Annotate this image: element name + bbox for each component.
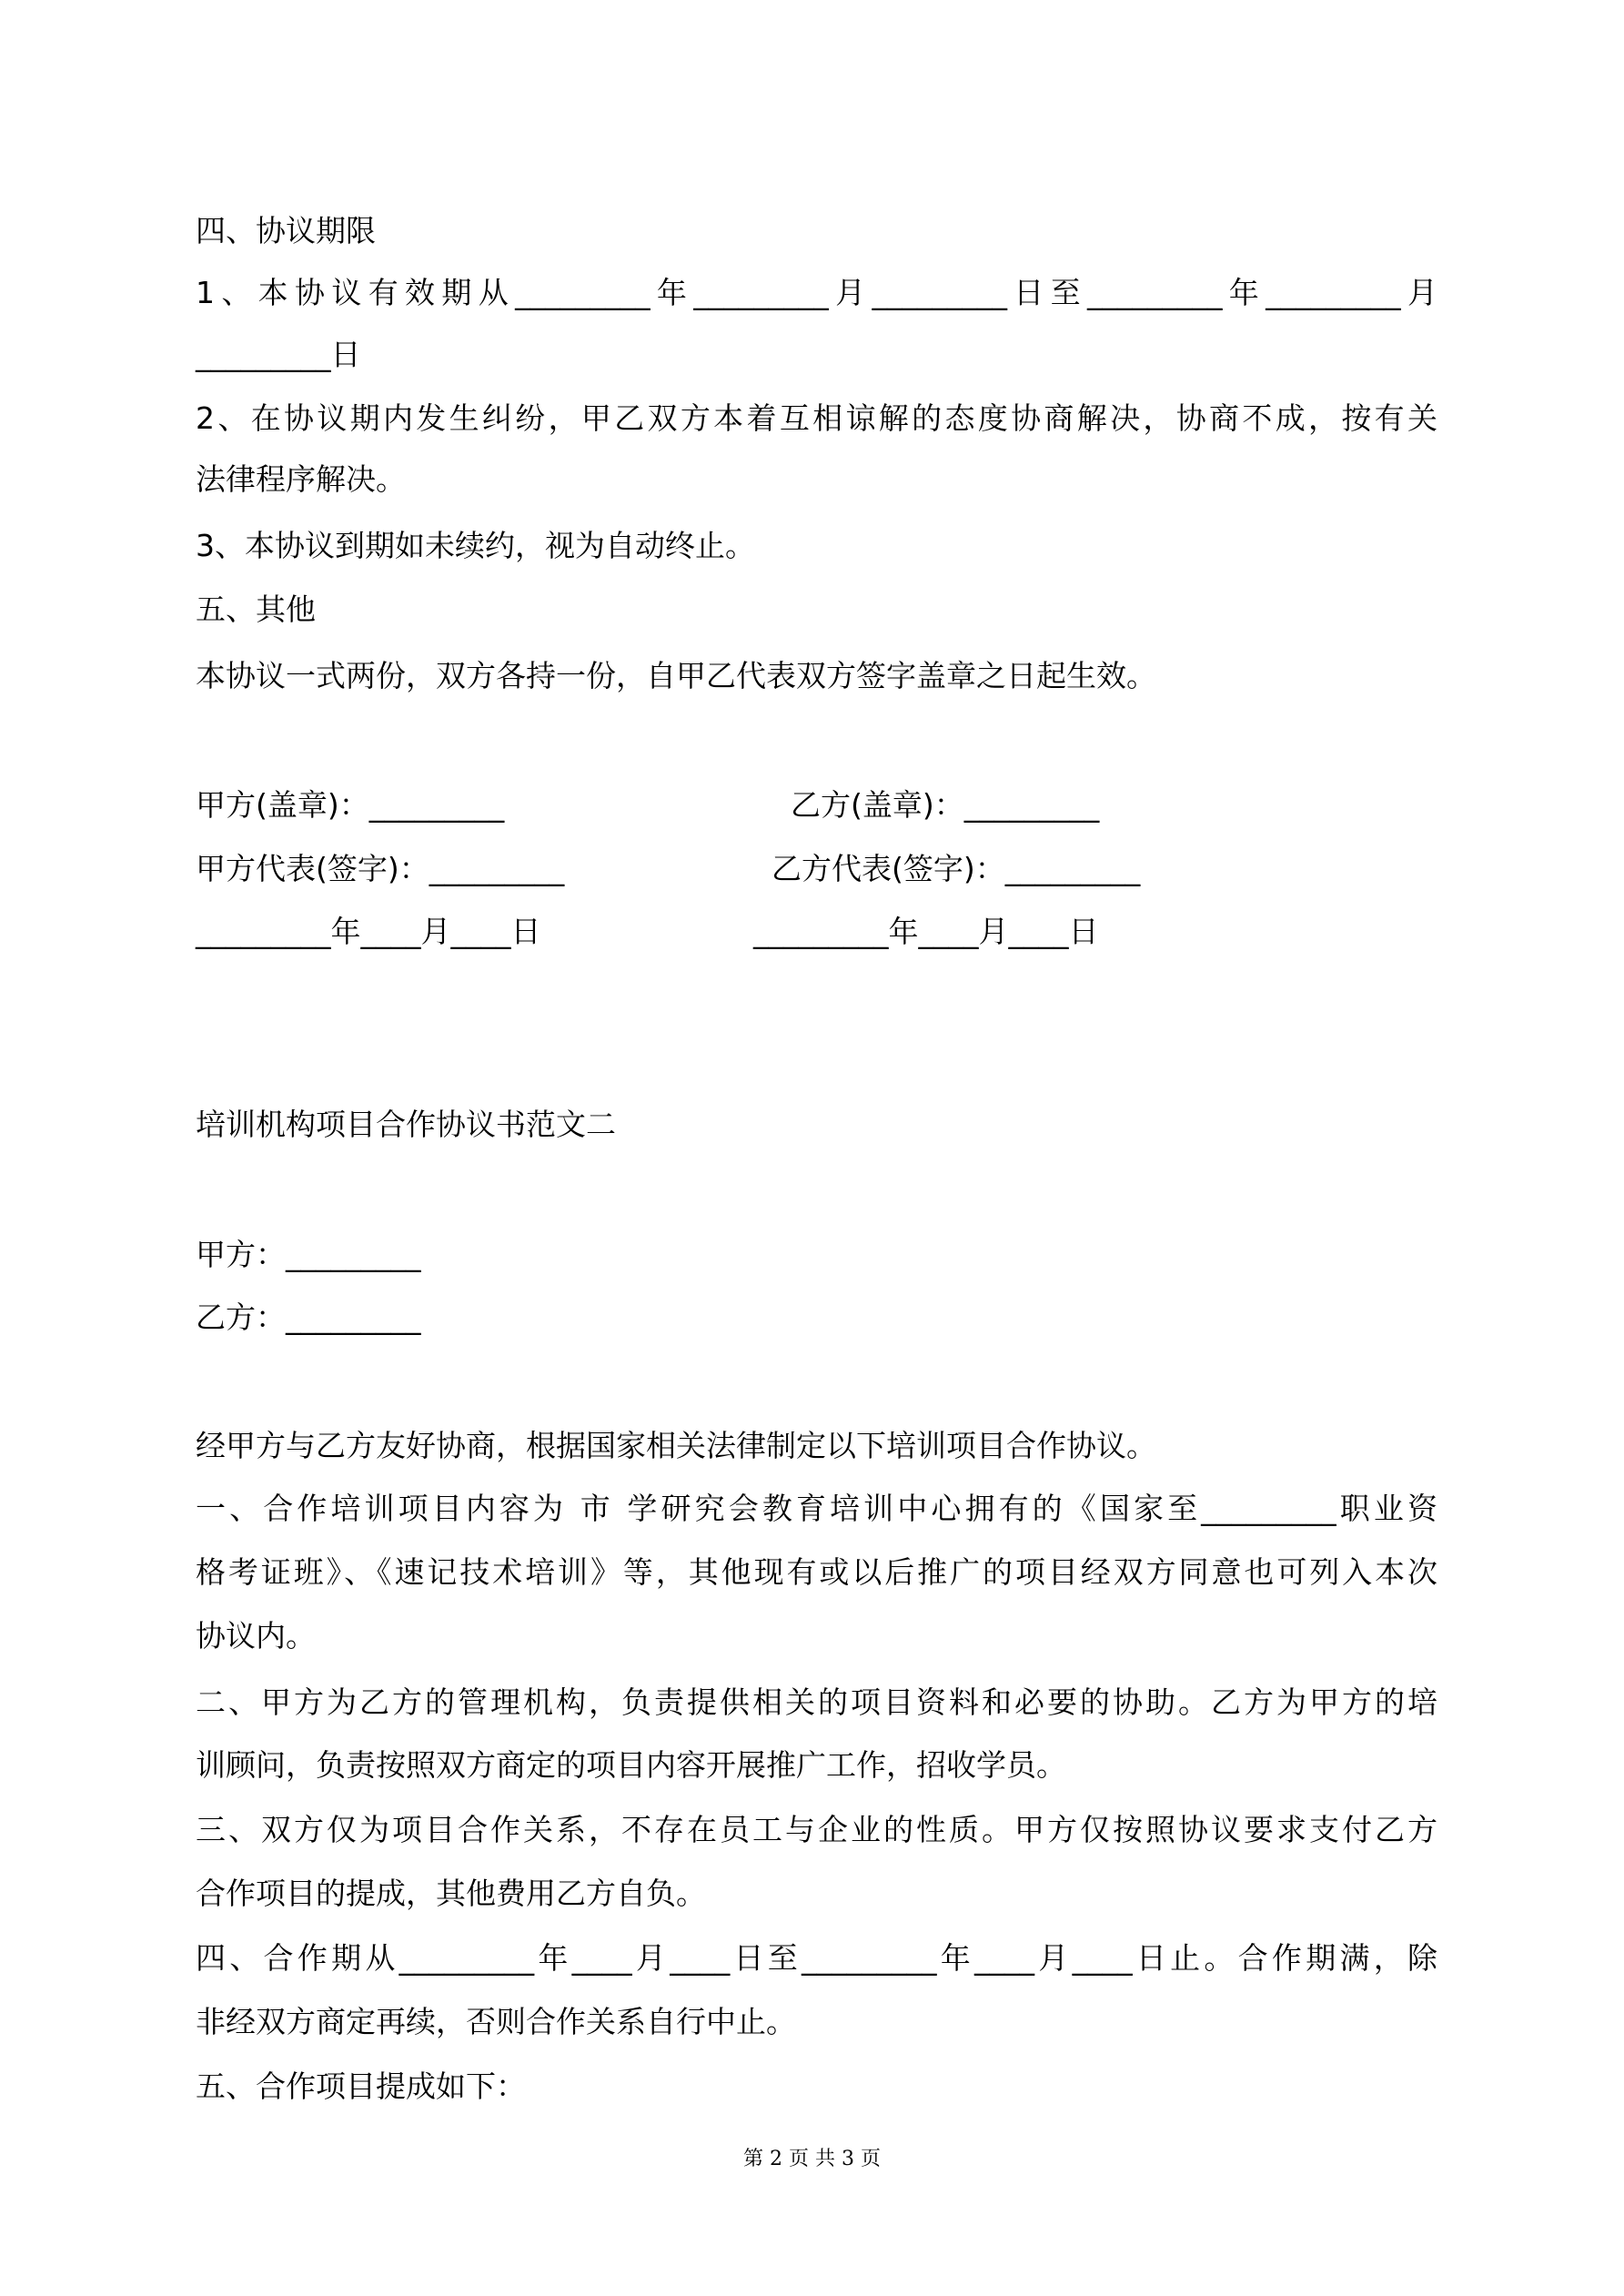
paragraph-line: 本协议一式两份，双方各持一份，自甲乙代表双方签字盖章之日起生效。 — [196, 658, 1156, 693]
party-b-rep: 乙方代表(签字)：_________ — [772, 851, 1141, 886]
section-heading: 四、协议期限 — [196, 213, 376, 248]
party-b-field: 乙方：_________ — [196, 1300, 421, 1335]
party-a-rep: 甲方代表(签字)：_________ — [196, 851, 565, 886]
paragraph-line: 3、本协议到期如未续约，视为自动终止。 — [196, 528, 755, 563]
paragraph-line: 非经双方商定再续，否则合作关系自行中止。 — [196, 2004, 796, 2039]
paragraph-line: _________日 — [196, 337, 361, 372]
page-footer: 第 2 页 共 3 页 — [743, 2148, 881, 2170]
paragraph-line: 经甲方与乙方友好协商，根据国家相关法律制定以下培训项目合作协议。 — [196, 1428, 1156, 1463]
paragraph-line: 协议内。 — [196, 1618, 316, 1654]
paragraph-line: 2、在协议期内发生纠纷，甲乙双方本着互相谅解的态度协商解决，协商不成，按有关 — [196, 400, 1437, 436]
party-a-seal: 甲方(盖章)：_________ — [196, 787, 505, 823]
party-a-field: 甲方：_________ — [196, 1237, 421, 1272]
paragraph-line: 合作项目的提成，其他费用乙方自负。 — [196, 1876, 706, 1911]
paragraph-line: 法律程序解决。 — [196, 461, 406, 497]
paragraph-line: 四、合作期从_________年____月____日至_________年____月____日止。合作期满，除 — [196, 1940, 1437, 1976]
paragraph-line: 格考证班》、《速记技术培训》等，其他现有或以后推广的项目经双方同意也可列入本次 — [196, 1554, 1437, 1590]
section-heading: 五、合作项目提成如下： — [196, 2068, 526, 2104]
paragraph-line: 一、合作培训项目内容为 市 学研究会教育培训中心拥有的《国家至_________职业资 — [196, 1491, 1437, 1526]
paragraph-line: 三、双方仅为项目合作关系，不存在员工与企业的性质。甲方仅按照协议要求支付乙方 — [196, 1812, 1437, 1847]
party-b-seal: 乙方(盖章)：_________ — [791, 787, 1100, 823]
party-b-date: _________年____月____日 — [753, 914, 1099, 949]
party-a-date: _________年____月____日 — [196, 914, 541, 949]
paragraph-line: 二、甲方为乙方的管理机构，负责提供相关的项目资料和必要的协助。乙方为甲方的培 — [196, 1684, 1437, 1720]
document-title: 培训机构项目合作协议书范文二 — [196, 1107, 616, 1142]
paragraph-line: 训顾问，负责按照双方商定的项目内容开展推广工作，招收学员。 — [196, 1747, 1066, 1783]
section-heading: 五、其他 — [196, 592, 316, 627]
paragraph-line: 1、本协议有效期从_________年_________月_________日至_________年_________月 — [196, 275, 1437, 310]
